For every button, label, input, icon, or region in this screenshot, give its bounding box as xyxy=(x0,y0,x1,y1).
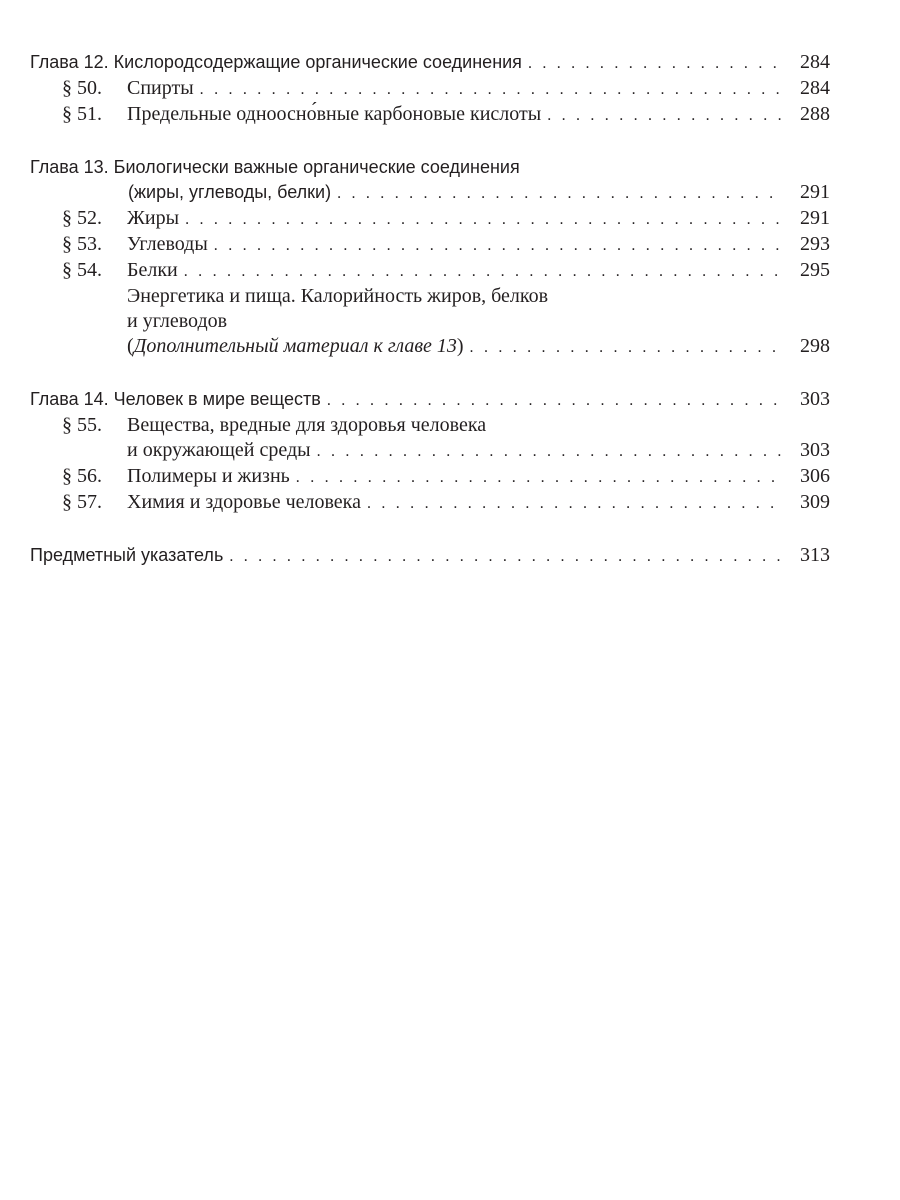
chapter-12-title: Глава 12. Кислородсодержащие органические соединения xyxy=(30,52,522,72)
section-page: 306 xyxy=(800,465,830,487)
dot-leader xyxy=(200,77,784,102)
section-57-entry[interactable] xyxy=(30,490,830,516)
supplement-page: 298 xyxy=(800,335,830,357)
section-53-entry[interactable] xyxy=(30,232,830,258)
section-page: 288 xyxy=(800,103,830,125)
dot-leader xyxy=(185,207,784,232)
section-title: Полимеры и жизнь xyxy=(127,465,290,487)
table-of-contents xyxy=(30,50,830,569)
chapter-12-entry[interactable] xyxy=(30,50,830,76)
section-page: 293 xyxy=(800,233,830,255)
section-52-entry[interactable] xyxy=(30,206,830,232)
section-title: Белки xyxy=(127,259,178,281)
section-title: Спирты xyxy=(127,77,194,99)
section-number: § 50. xyxy=(62,77,102,99)
section-page: 303 xyxy=(800,439,830,461)
chapter-13-title-cont: (жиры, углеводы, белки) xyxy=(128,182,332,202)
section-page: 284 xyxy=(800,77,830,99)
chapter-13-entry-line2[interactable] xyxy=(30,180,830,206)
supplement-entry-line3[interactable] xyxy=(30,334,830,360)
dot-leader xyxy=(337,181,784,206)
section-55-entry-line1[interactable] xyxy=(30,413,830,438)
dot-leader xyxy=(367,491,784,516)
supplement-title-cont: и углеводов xyxy=(127,310,228,332)
chapter-14-entry[interactable] xyxy=(30,387,830,413)
subject-index-title: Предметный указатель xyxy=(30,545,224,565)
section-title: Химия и здоровье человека xyxy=(127,491,361,513)
section-51-entry[interactable] xyxy=(30,102,830,128)
section-55-entry-line2[interactable] xyxy=(30,438,830,464)
supplement-note: (Дополнительный материал к главе 13) xyxy=(127,335,464,357)
dot-leader xyxy=(327,388,784,413)
section-56-entry[interactable] xyxy=(30,464,830,490)
chapter-14-title: Глава 14. Человек в мире веществ xyxy=(30,389,321,409)
dot-leader xyxy=(547,103,784,128)
dot-leader xyxy=(317,439,784,464)
dot-leader xyxy=(184,259,784,284)
section-number: § 53. xyxy=(62,233,102,255)
section-title: Углеводы xyxy=(127,233,208,255)
section-number: § 51. xyxy=(62,103,102,125)
dot-leader xyxy=(214,233,784,258)
section-number: § 55. xyxy=(62,414,102,436)
section-title-cont: и окружающей среды xyxy=(127,439,311,461)
supplement-entry-line1[interactable] xyxy=(30,284,830,309)
dot-leader xyxy=(229,544,784,569)
section-number: § 56. xyxy=(62,465,102,487)
section-page: 295 xyxy=(800,259,830,281)
section-title: Предельные одноосно́вные карбоновые кислоты xyxy=(127,103,542,125)
section-page: 309 xyxy=(800,491,830,513)
supplement-entry-line2[interactable] xyxy=(30,309,830,334)
subject-index-entry[interactable] xyxy=(30,543,830,569)
chapter-12-page: 284 xyxy=(800,51,830,73)
section-number: § 54. xyxy=(62,259,102,281)
dot-leader xyxy=(528,51,784,76)
section-54-entry[interactable] xyxy=(30,258,830,284)
section-title: Жиры xyxy=(127,207,180,229)
dot-leader xyxy=(296,465,784,490)
chapter-14-page: 303 xyxy=(800,388,830,410)
chapter-13-entry-line1[interactable] xyxy=(30,155,830,180)
chapter-13-title: Глава 13. Биологически важные органические соединения xyxy=(30,157,520,177)
section-title: Вещества, вредные для здоровья человека xyxy=(127,414,487,436)
section-page: 291 xyxy=(800,207,830,229)
section-number: § 57. xyxy=(62,491,102,513)
subject-index-page: 313 xyxy=(800,544,830,566)
chapter-13-page: 291 xyxy=(800,181,830,203)
dot-leader xyxy=(470,335,784,360)
supplement-title: Энергетика и пища. Калорийность жиров, белков xyxy=(127,285,549,307)
section-number: § 52. xyxy=(62,207,102,229)
section-50-entry[interactable] xyxy=(30,76,830,102)
